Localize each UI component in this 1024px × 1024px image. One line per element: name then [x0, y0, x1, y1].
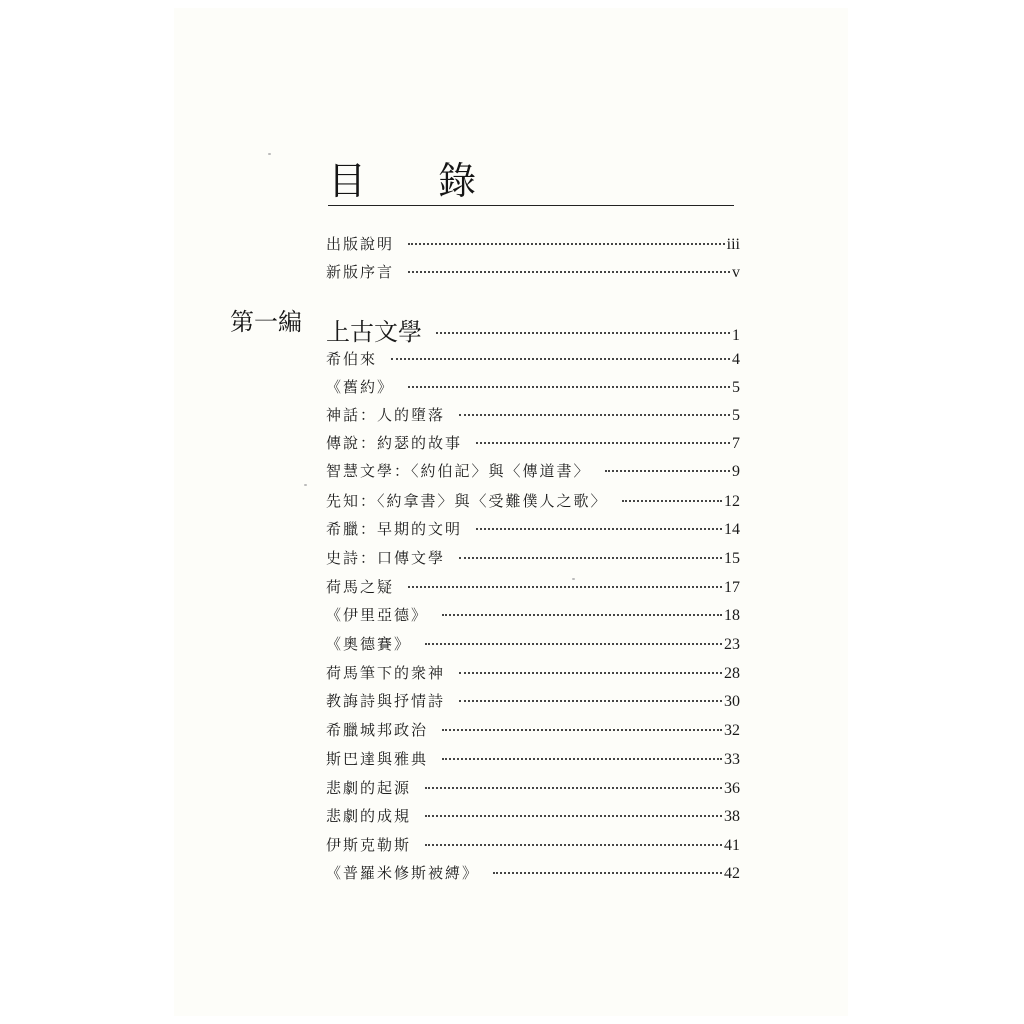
- dot-leader: [408, 586, 722, 588]
- toc-row: [326, 604, 740, 626]
- dot-leader: [442, 758, 722, 760]
- toc-page-number: 5: [732, 379, 740, 396]
- title-rule: [328, 205, 734, 206]
- toc-row: [326, 834, 740, 856]
- section-label: 第一編: [230, 308, 302, 336]
- toc-row: [326, 633, 740, 655]
- paper-speck: [268, 153, 271, 155]
- paper-speck: [304, 484, 307, 486]
- dot-leader: [408, 243, 725, 245]
- toc-page-number: 1: [732, 327, 740, 344]
- dot-leader: [476, 528, 722, 530]
- toc-entry-title: 荷馬之疑: [326, 578, 395, 596]
- toc-entry-title: 出版說明: [326, 235, 395, 253]
- toc-page-number: 14: [724, 521, 740, 538]
- toc-row: [326, 490, 740, 512]
- toc-row: [326, 460, 740, 482]
- dot-leader: [391, 358, 730, 360]
- page-title: 目 錄: [328, 159, 507, 203]
- toc-entry-title: 悲劇的成規: [326, 807, 412, 825]
- toc-page-number: 23: [724, 636, 740, 653]
- dot-leader: [476, 442, 730, 444]
- dot-leader: [408, 386, 730, 388]
- toc-page-number: 41: [724, 837, 740, 854]
- toc-entry-title: 《普羅米修斯被縛》: [326, 864, 480, 882]
- toc-page-number: 15: [724, 550, 740, 567]
- toc-page-number: 4: [732, 351, 740, 368]
- paper-speck: [572, 578, 575, 580]
- toc-entry-title: 《舊約》: [326, 378, 395, 396]
- toc-page-number: 38: [724, 808, 740, 825]
- toc-entry-title: 《奧德賽》: [326, 635, 412, 653]
- dot-leader: [436, 332, 730, 334]
- toc-entry-title: 伊斯克勒斯: [326, 836, 412, 854]
- toc-entry-title: 希臘：早期的文明: [326, 520, 463, 538]
- dot-leader: [425, 787, 722, 789]
- toc-page-number: v: [732, 264, 740, 281]
- toc-entry-title: 希伯來: [326, 350, 378, 368]
- toc-row: [326, 432, 740, 454]
- toc-row: [326, 518, 740, 540]
- dot-leader: [425, 844, 722, 846]
- toc-page-number: 42: [724, 865, 740, 882]
- toc-entry-title: 新版序言: [326, 263, 395, 281]
- toc-entry-title: 史詩：口傳文學: [326, 549, 446, 567]
- toc-page-number: 28: [724, 665, 740, 682]
- toc-entry-title: 先知：〈約拿書〉與〈受難僕人之歌〉: [326, 492, 608, 510]
- toc-row: [326, 719, 740, 741]
- toc-row: [326, 690, 740, 712]
- toc-row: [326, 805, 740, 827]
- toc-page-number: iii: [726, 236, 740, 253]
- toc-entry-title: 智慧文學：〈約伯記〉與〈傳道書〉: [326, 462, 591, 480]
- toc-entry-title: 神話：人的墮落: [326, 406, 446, 424]
- toc-row: [326, 233, 740, 255]
- toc-row: [326, 261, 740, 283]
- dot-leader: [408, 271, 730, 273]
- toc-section-row: [326, 312, 740, 346]
- toc-row: [326, 404, 740, 426]
- toc-row: [326, 748, 740, 770]
- toc-page-number: 32: [724, 722, 740, 739]
- dot-leader: [493, 872, 722, 874]
- toc-entry-title: 荷馬筆下的衆神: [326, 664, 446, 682]
- toc-entry-title: 悲劇的起源: [326, 779, 412, 797]
- toc-entry-title: 希臘城邦政治: [326, 721, 429, 739]
- dot-leader: [442, 729, 722, 731]
- dot-leader: [459, 672, 722, 674]
- toc-row: [326, 576, 740, 598]
- toc-page-number: 7: [732, 435, 740, 452]
- dot-leader: [622, 500, 722, 502]
- toc-entry-title: 教誨詩與抒情詩: [326, 692, 446, 710]
- dot-leader: [459, 700, 722, 702]
- dot-leader: [459, 557, 722, 559]
- toc-page-number: 18: [724, 607, 740, 624]
- toc-page-number: 17: [724, 579, 740, 596]
- toc-page-number: 5: [732, 407, 740, 424]
- toc-row: [326, 777, 740, 799]
- toc-page-number: 12: [724, 493, 740, 510]
- dot-leader: [442, 614, 722, 616]
- toc-row: [326, 662, 740, 684]
- dot-leader: [425, 643, 722, 645]
- toc-page-number: 30: [724, 693, 740, 710]
- toc-page-number: 36: [724, 780, 740, 797]
- section-title: 上古文學: [326, 318, 422, 346]
- dot-leader: [459, 414, 730, 416]
- toc-page-number: 9: [732, 463, 740, 480]
- toc-row: [326, 547, 740, 569]
- toc-row: [326, 376, 740, 398]
- toc-entry-title: 斯巴達與雅典: [326, 750, 429, 768]
- toc-page-number: 33: [724, 751, 740, 768]
- toc-row: [326, 348, 740, 370]
- toc-row: [326, 862, 740, 884]
- dot-leader: [605, 470, 730, 472]
- toc-entry-title: 傳說：約瑟的故事: [326, 434, 463, 452]
- toc-entry-title: 《伊里亞德》: [326, 606, 429, 624]
- dot-leader: [425, 815, 722, 817]
